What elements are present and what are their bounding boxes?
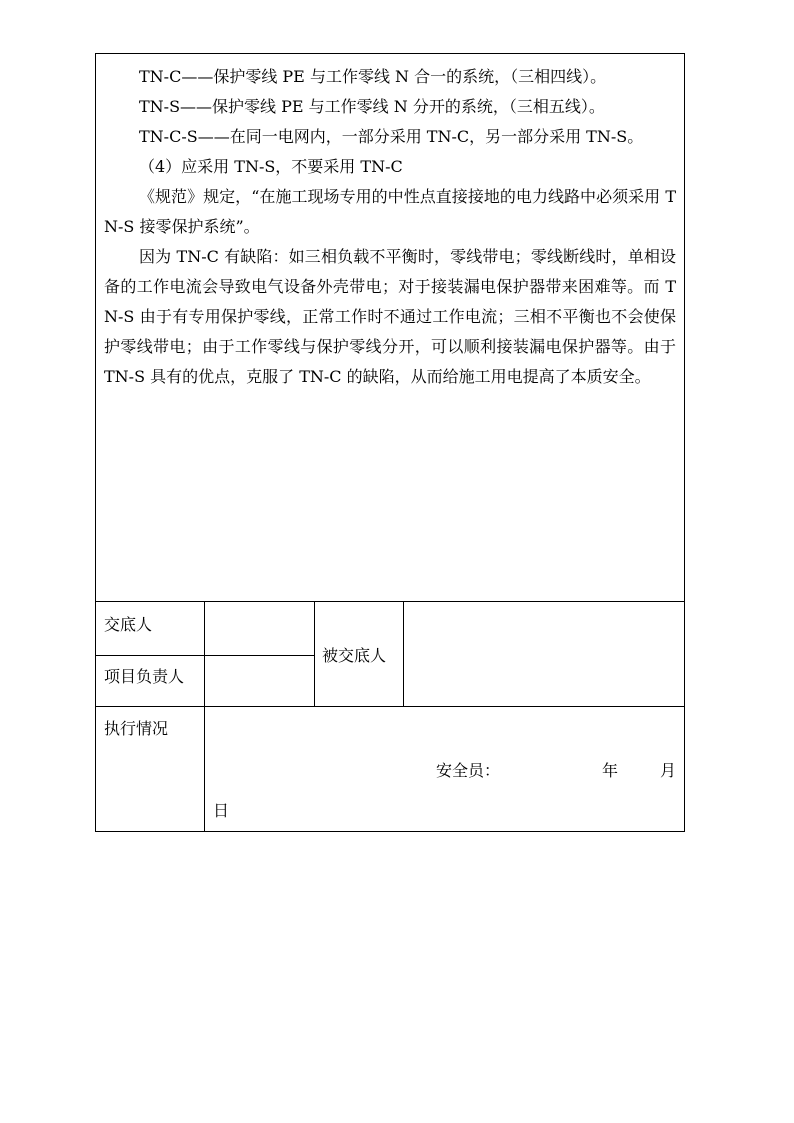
paragraph-tn-s: TN-S——保护零线 PE 与工作零线 N 分开的系统，（三相五线）。: [139, 97, 605, 116]
month-label: 月: [660, 761, 677, 780]
content-section: [96, 54, 684, 602]
handover-label: 交底人: [104, 615, 153, 634]
day-label: 日: [213, 801, 230, 820]
recipient-signature-field[interactable]: [404, 603, 684, 706]
project-lead-signature-field[interactable]: [205, 656, 314, 706]
paragraph-tn-c-s: TN-C-S——在同一电网内，一部分采用 TN-C，另一部分采用 TN-S。: [139, 127, 644, 146]
project-lead-label: 项目负责人: [104, 667, 185, 686]
divider: [96, 706, 684, 707]
disclosure-form: [95, 53, 685, 832]
safety-officer-label: 安全员：: [436, 761, 501, 780]
divider: [204, 707, 205, 832]
paragraph-reason: 因为 TN-C 有缺陷：如三相负载不平衡时，零线带电；零线断线时，单相设备的工作电流会导致电气设备外壳带电；对于接装漏电保护器带来困难等。而 TN-S 由于有专用保护零线，正常工作时不通过工作电流；三相不平衡也不会使保护零线带电；由于工作零线与保护零线分开，可以顺利接装漏电保护器等。由于 TN-S 具有的优点，克服了 TN-C 的缺陷，从而给施工用电提高了本质安全。: [104, 247, 676, 386]
paragraph-item-4: （4）应采用 TN-S，不要采用 TN-C: [139, 157, 403, 176]
paragraph-regulation: 《规范》规定，“在施工现场专用的中性点直接接地的电力线路中必须采用 TN-S 接零保护系统”。: [104, 187, 676, 236]
year-label: 年: [602, 761, 619, 780]
execution-label: 执行情况: [104, 719, 169, 738]
divider: [314, 602, 315, 707]
handover-signature-field[interactable]: [205, 603, 314, 655]
paragraph-tn-c: TN-C——保护零线 PE 与工作零线 N 合一的系统，（三相四线）。: [139, 67, 607, 86]
recipient-label: 被交底人: [322, 646, 387, 665]
